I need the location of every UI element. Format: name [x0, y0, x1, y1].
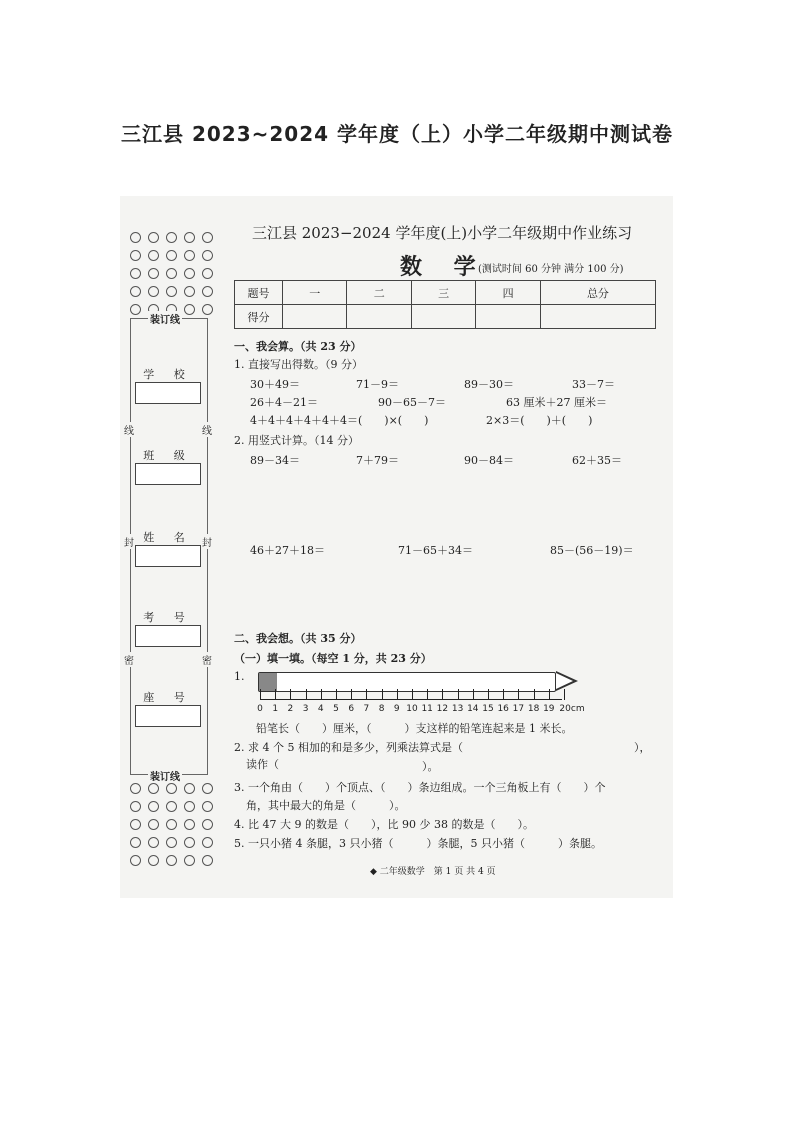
ruler-tick	[503, 689, 504, 700]
q3-text: 3. 一个角由（ ）个顶点、（ ）条边组成。一个三角板上有（ ）个	[234, 781, 606, 794]
ruler-tick	[397, 689, 398, 700]
q2-read: 读作（	[246, 758, 279, 771]
ruler-tick-label: 18	[527, 704, 540, 714]
score-table-header-row	[235, 281, 656, 305]
ruler-tick	[473, 689, 474, 700]
score-input-cell[interactable]	[476, 305, 540, 329]
score-input-cell[interactable]	[283, 305, 347, 329]
calc-item: 63 厘米＋27 厘米＝	[506, 396, 607, 409]
q1-number: 1.	[234, 670, 245, 683]
calc-item: 71－9＝	[356, 378, 399, 391]
score-cell: 四	[476, 281, 540, 305]
ruler-tick	[382, 689, 383, 700]
ruler-tick-label: 15	[482, 704, 494, 714]
vertical-char-xian: 线	[202, 422, 212, 437]
class-field[interactable]	[135, 463, 201, 485]
section2-title: 二、我会想。（共 35 分）	[234, 632, 362, 645]
ruler-tick-label: 14	[467, 704, 479, 714]
ruler-tick-label: 17	[512, 704, 525, 714]
vertical-char-feng: 封	[124, 534, 134, 549]
ruler-tick	[518, 689, 519, 700]
q5-text: 5. 一只小猪 4 条腿，3 只小猪（ ）条腿，5 只小猪（ ）条腿。	[234, 837, 602, 850]
ruler-tick	[351, 689, 352, 700]
vertical-char-mi: 密	[202, 652, 212, 667]
page-footer: ◆ 二年级数学 第 1 页 共 4 页	[370, 867, 496, 877]
calc-item: 90－65－7＝	[378, 396, 446, 409]
subject-note: (测试时间 60 分钟 满分 100 分)	[478, 264, 624, 275]
vertical-char-feng: 封	[202, 534, 212, 549]
calc-item: 30＋49＝	[250, 378, 300, 391]
q2-end: ），	[634, 741, 651, 754]
pencil-illustration	[258, 672, 556, 692]
ruler-tick-label: 1	[272, 704, 279, 714]
vertical-calc-item: 62＋35＝	[572, 454, 622, 467]
ruler-tick	[534, 689, 535, 700]
exam-number-field[interactable]	[135, 625, 201, 647]
ruler-tick	[275, 689, 276, 700]
ruler-tick	[412, 689, 413, 700]
binding-line-label-top: 装订线	[148, 311, 182, 326]
calc-item: 2×3＝( )＋( )	[486, 414, 593, 427]
vertical-calc-item: 46＋27＋18＝	[250, 544, 325, 557]
score-input-cell[interactable]	[411, 305, 475, 329]
school-field[interactable]	[135, 382, 201, 404]
ruler-tick	[488, 689, 489, 700]
ruler-tick-label: 20cm	[559, 704, 585, 714]
ruler-tick	[549, 689, 550, 700]
calc-item: 26＋4－21＝	[250, 396, 318, 409]
calc-item: 89－30＝	[464, 378, 514, 391]
ruler-tick-label: 10	[406, 704, 418, 714]
section2-part1-title: （一）填一填。（每空 1 分，共 23 分）	[234, 652, 432, 665]
vertical-calc-item: 90－84＝	[464, 454, 514, 467]
ruler-tick-label: 13	[451, 704, 464, 714]
score-table-score-row	[235, 305, 656, 329]
ruler-tick	[260, 689, 261, 700]
vertical-calc-item: 7＋79＝	[356, 454, 399, 467]
vertical-calc-item: 71－65＋34＝	[398, 544, 473, 557]
score-cell: 得分	[235, 305, 283, 329]
q1-title: 1. 直接写出得数。（9 分）	[234, 358, 363, 371]
ruler-tick	[442, 689, 443, 700]
subject-title: 数 学	[400, 254, 488, 280]
ruler-tick-label: 0	[257, 704, 263, 714]
seat-label: 座 号	[143, 691, 193, 704]
score-cell: 三	[411, 281, 475, 305]
exam-scan	[120, 196, 673, 898]
ruler-tick-label: 16	[497, 704, 509, 714]
ruler-tick-label: 12	[436, 704, 449, 714]
q1-text: 铅笔长（ ）厘米，（ ）支这样的铅笔连起来是 1 米长。	[256, 722, 573, 735]
ruler-tick-label: 3	[302, 704, 309, 714]
exam-title: 三江县 2023−2024 学年度(上)小学二年级期中作业练习	[252, 224, 633, 242]
vertical-char-mi: 密	[124, 652, 134, 667]
ruler-tick-label: 8	[378, 704, 385, 714]
score-cell: 一	[283, 281, 347, 305]
binding-circles-top	[130, 232, 220, 315]
vertical-calc-item: 85－(56－19)＝	[550, 544, 634, 557]
vertical-char-xian: 线	[124, 422, 134, 437]
ruler-tick-label: 4	[317, 704, 324, 714]
ruler-tick-label: 5	[333, 704, 339, 714]
ruler-tick-label: 7	[363, 704, 370, 714]
ruler-tick-label: 2	[287, 704, 294, 714]
school-label: 学 校	[143, 368, 193, 381]
ruler-tick	[306, 689, 307, 700]
binding-circles-bottom	[130, 783, 220, 866]
ruler-tick	[290, 689, 291, 700]
ruler-tick	[336, 689, 337, 700]
q2-text: 2. 求 4 个 5 相加的和是多少，列乘法算式是（	[234, 741, 463, 754]
section1-title: 一、我会算。（共 23 分）	[234, 340, 362, 353]
page-title: 三江县 2023~2024 学年度（上）小学二年级期中测试卷	[120, 122, 673, 146]
ruler-tick-label: 9	[393, 704, 400, 714]
ruler-tick	[366, 689, 367, 700]
ruler-tick	[427, 689, 428, 700]
score-cell: 题号	[235, 281, 283, 305]
ruler-tick-label: 11	[421, 704, 433, 714]
score-cell: 总分	[540, 281, 655, 305]
vertical-calc-item: 89－34＝	[250, 454, 300, 467]
score-cell: 二	[347, 281, 411, 305]
name-field[interactable]	[135, 545, 201, 567]
calc-item: 33－7＝	[572, 378, 615, 391]
q3-text2: 角，其中最大的角是（ ）。	[246, 799, 406, 812]
ruler-tick	[458, 689, 459, 700]
q2-title: 2. 用竖式计算。（14 分）	[234, 434, 359, 447]
pencil-tip-wood	[556, 673, 573, 689]
score-table	[234, 280, 656, 329]
q4-text: 4. 比 47 大 9 的数是（ ），比 90 少 38 的数是（ ）。	[234, 818, 534, 831]
ruler-tick	[564, 689, 565, 700]
exam-number-label: 考 号	[143, 611, 193, 624]
q2-read-end: ）。	[422, 760, 439, 773]
score-input-cell[interactable]	[540, 305, 655, 329]
binding-line-label-bottom: 装订线	[148, 768, 182, 783]
ruler-tick-label: 19	[543, 704, 555, 714]
calc-item: 4＋4＋4＋4＋4＋4＝( )×( )	[250, 414, 429, 427]
score-input-cell[interactable]	[347, 305, 411, 329]
class-label: 班 级	[143, 449, 193, 462]
ruler-tick-label: 6	[348, 704, 355, 714]
seat-field[interactable]	[135, 705, 201, 727]
name-label: 姓 名	[143, 531, 193, 544]
ruler-tick	[321, 689, 322, 700]
